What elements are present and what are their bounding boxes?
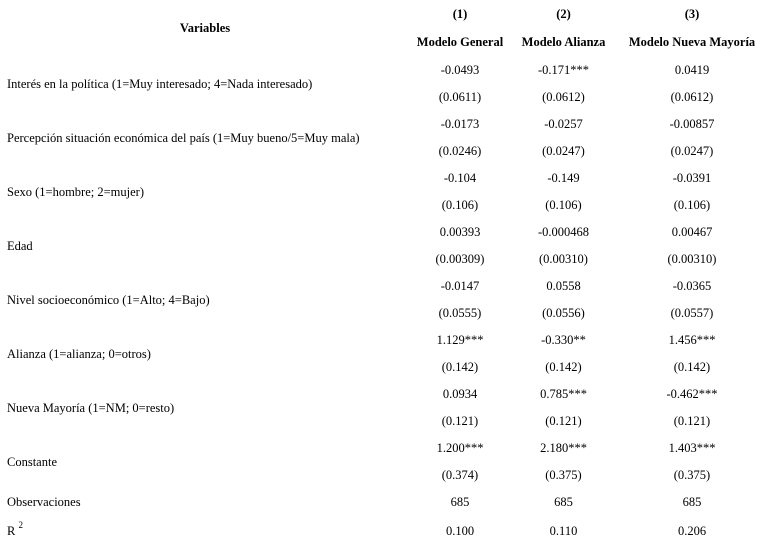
standard-error-cell: (0.00310) xyxy=(539,252,588,266)
standard-error-cell: (0.375) xyxy=(545,468,582,482)
standard-error-cell: (0.0612) xyxy=(542,90,585,104)
column-number-1: (1) xyxy=(452,6,468,21)
coefficient-cell: -0.149 xyxy=(547,171,580,185)
standard-error-cell: (0.0611) xyxy=(438,90,482,104)
coefficient-cell: 0.0419 xyxy=(674,63,710,77)
coefficient-cell: -0.0365 xyxy=(672,279,712,293)
standard-error-cell: (0.121) xyxy=(545,414,582,428)
standard-error-cell: (0.00310) xyxy=(667,252,717,266)
coefficient-cell: -0.0257 xyxy=(544,117,583,131)
coefficient-cell: -0.330** xyxy=(541,333,586,347)
coefficient-cell: -0.000468 xyxy=(537,225,590,239)
coefficient-row xyxy=(0,327,767,354)
observations-cell: 685 xyxy=(554,495,573,509)
coefficient-row xyxy=(0,381,767,408)
coefficient-cell: 2.180*** xyxy=(540,441,587,455)
coefficient-cell: 1.403*** xyxy=(668,441,716,455)
coefficient-cell: 1.129*** xyxy=(436,333,484,347)
coefficient-row xyxy=(0,219,767,246)
coefficient-cell: -0.0391 xyxy=(672,171,712,185)
standard-error-cell: (0.106) xyxy=(441,198,479,212)
variable-label: Edad xyxy=(7,238,33,253)
standard-error-cell: (0.142) xyxy=(673,360,711,374)
standard-error-cell: (0.375) xyxy=(673,468,711,482)
coefficient-cell: 0.00467 xyxy=(671,225,713,239)
standard-error-cell: (0.0557) xyxy=(670,306,714,320)
coefficient-cell: 1.200*** xyxy=(436,441,484,455)
column-name-3: Modelo Nueva Mayoría xyxy=(628,35,756,49)
variable-label: Nueva Mayoría (1=NM; 0=resto) xyxy=(7,400,175,415)
coefficient-cell: 0.00393 xyxy=(439,225,481,239)
variable-label: Sexo (1=hombre; 2=mujer) xyxy=(7,184,144,199)
standard-error-cell: (0.0612) xyxy=(670,90,714,104)
coefficient-cell: 0.0934 xyxy=(442,387,478,401)
column-name-2: Modelo Alianza xyxy=(521,35,606,49)
variable-label: Constante xyxy=(7,454,57,469)
standard-error-cell: (0.106) xyxy=(673,198,711,212)
r-squared-cell: 0.206 xyxy=(677,523,707,538)
standard-error-cell: (0.00309) xyxy=(435,252,485,266)
coefficient-cell: -0.0173 xyxy=(440,117,480,131)
variable-label: Nivel socioeconómico (1=Alto; 4=Bajo) xyxy=(7,292,210,307)
coefficient-cell: 0.785*** xyxy=(540,387,587,401)
standard-error-cell: (0.0247) xyxy=(542,144,585,158)
standard-error-cell: (0.0247) xyxy=(670,144,714,158)
r-squared-superscript: 2 xyxy=(18,520,23,531)
r-squared-row xyxy=(0,516,767,546)
column-name-1: Modelo General xyxy=(416,35,504,49)
variable-label: Interés en la política (1=Muy interesado; 4=Nada interesado) xyxy=(7,76,313,91)
observations-cell: 685 xyxy=(682,495,702,509)
coefficient-cell: -0.0147 xyxy=(440,279,480,293)
observations-label: Observaciones xyxy=(7,495,81,509)
observations-row xyxy=(0,489,767,516)
standard-error-cell: (0.0556) xyxy=(542,306,585,320)
coefficient-cell: 0.0558 xyxy=(546,279,581,293)
coefficient-row xyxy=(0,435,767,462)
r-squared-cell: 0.100 xyxy=(445,523,475,538)
standard-error-cell: (0.121) xyxy=(441,414,479,428)
standard-error-cell: (0.0246) xyxy=(438,144,482,158)
coefficient-cell: -0.104 xyxy=(443,171,477,185)
observations-cell: 685 xyxy=(450,495,470,509)
standard-error-cell: (0.106) xyxy=(545,198,582,212)
coefficient-row xyxy=(0,57,767,84)
coefficient-row xyxy=(0,273,767,300)
column-number-3: (3) xyxy=(684,6,700,21)
coefficient-cell: -0.462*** xyxy=(666,387,718,401)
header-row-numbers xyxy=(0,0,767,28)
coefficient-cell: -0.171*** xyxy=(537,63,590,77)
r-squared-label-cell xyxy=(0,516,410,546)
variable-label: Percepción situación económica del país (1=Muy bueno/5=Muy mala) xyxy=(7,130,360,145)
coefficient-row xyxy=(0,111,767,138)
r-squared-label: R xyxy=(7,524,16,539)
standard-error-cell: (0.0555) xyxy=(438,306,482,320)
variable-label: Alianza (1=alianza; 0=otros) xyxy=(7,346,151,361)
coefficient-cell: -0.0493 xyxy=(440,63,480,77)
variables-header: Variables xyxy=(179,21,231,35)
r-squared-cell: 0.110 xyxy=(549,523,578,538)
column-number-2: (2) xyxy=(556,6,571,21)
coefficient-row xyxy=(0,165,767,192)
standard-error-cell: (0.374) xyxy=(441,468,479,482)
coefficient-cell: 1.456*** xyxy=(668,333,716,347)
standard-error-cell: (0.121) xyxy=(673,414,711,428)
coefficient-cell: -0.00857 xyxy=(669,117,715,131)
standard-error-cell: (0.142) xyxy=(441,360,479,374)
standard-error-cell: (0.142) xyxy=(545,360,582,374)
